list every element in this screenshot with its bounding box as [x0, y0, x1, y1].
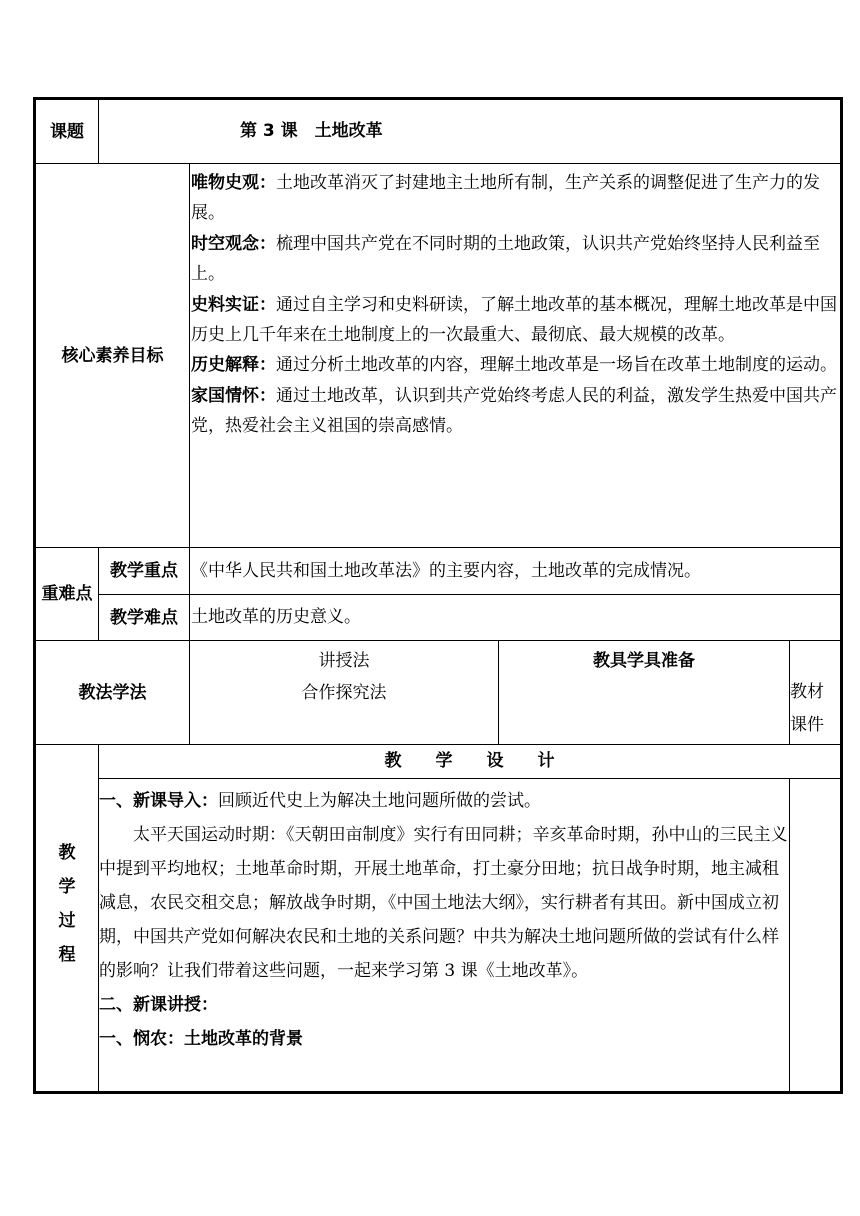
- goal-text: 通过自主学习和史料研读，了解土地改革的基本概况，理解土地改革是中国历史上几千年来在土地制度上的一次最重大、最彻底、最大规模的改革。: [191, 294, 837, 346]
- intro-text: 回顾近代史上为解决土地问题所做的尝试。: [218, 791, 541, 811]
- lesson-title: 第 3 课 土地改革: [240, 121, 383, 141]
- goal-key: 家国情怀：: [191, 385, 276, 406]
- prep-label: 教具学具准备: [593, 651, 695, 671]
- goal-item: [191, 381, 839, 442]
- methods-list: [190, 645, 498, 741]
- goals-content: [191, 168, 839, 546]
- key-point-text: 《中华人民共和国土地改革法》的主要内容，土地改革的完成情况。: [191, 561, 701, 581]
- goal-text: 通过分析土地改革的内容，理解土地改革是一场旨在改革土地制度的运动。: [276, 355, 837, 376]
- table-right-border: [840, 97, 843, 1094]
- goal-key: 历史解释：: [191, 355, 276, 376]
- goal-item: [191, 350, 839, 380]
- col-divider: [98, 97, 99, 163]
- difficulty-label: 重难点: [41, 584, 93, 604]
- method-item: 讲授法: [318, 651, 370, 671]
- design-title: 教 学 设 计: [384, 751, 555, 771]
- method-item: 合作探究法: [301, 683, 387, 703]
- goal-text: 土地改革消灭了封建地主土地所有制，生产关系的调整促进了生产力的发展。: [191, 173, 820, 224]
- prep-item: 课件: [790, 715, 824, 735]
- goal-item: [191, 168, 839, 229]
- goal-item: [191, 290, 839, 351]
- goal-text: 通过土地改革，认识到共产党始终考虑人民的利益，激发学生热爱中国共产党，热爱社会主义祖国的崇高感情。: [191, 385, 837, 437]
- table-bottom-border: [33, 1091, 843, 1094]
- intro-line: [99, 784, 789, 818]
- hard-point-text: 土地改革的历史意义。: [191, 607, 361, 627]
- process-content: [99, 784, 789, 1089]
- goal-text: 梳理中国共产党在不同时期的土地政策，认识共产党始终坚持人民利益至上。: [191, 233, 820, 285]
- methods-label: 教法学法: [78, 682, 147, 703]
- hard-point-label: 教学难点: [110, 607, 178, 628]
- goal-key: 时空观念：: [191, 233, 276, 254]
- lesson-label: 课题: [50, 121, 84, 142]
- prep-list: [790, 676, 840, 742]
- process-label: 教 学 过 程: [58, 843, 76, 965]
- goal-key: 史料实证：: [191, 294, 276, 315]
- intro-heading: 一、新课导入：: [99, 791, 218, 811]
- subsection-heading: 一、悯农：土地改革的背景: [99, 1029, 303, 1049]
- col-divider: [789, 778, 790, 1094]
- key-point-label: 教学重点: [110, 561, 178, 581]
- goal-item: [191, 229, 839, 290]
- prep-item: 教材: [790, 682, 824, 702]
- goal-key: 唯物史观：: [191, 173, 276, 193]
- goals-label: 核心素养目标: [61, 345, 164, 366]
- intro-paragraph: 太平天国运动时期：《天朝田亩制度》实行有田同耕；辛亥革命时期，孙中山的三民主义中提到平均地权；土地革命时期，开展土地革命，打土豪分田地；抗日战争时期，地主减租减息，农民交租交息；解放战争时期，《中国土地法大纲》，实行耕者有其田。新中国成立初期，中国共产党如何解决农民和土地的关系问题？中共为解决土地问题所做的尝试有什么样的影响？让我们带着这些问题，一起来学习第 3 课《土地改革》。: [99, 825, 788, 981]
- section-heading: 二、新课讲授：: [99, 995, 218, 1015]
- row-divider: [98, 778, 843, 779]
